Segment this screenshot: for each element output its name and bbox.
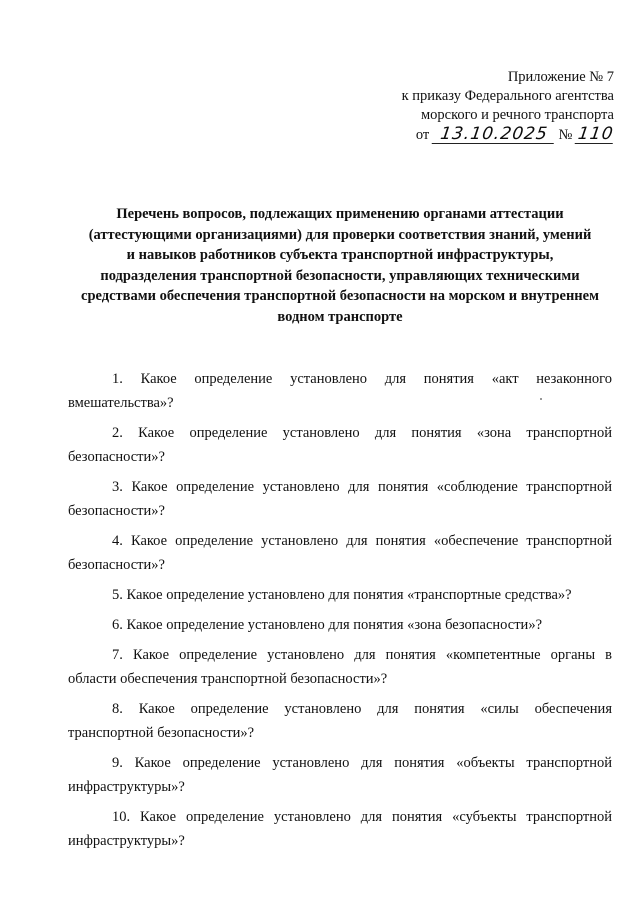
question-item: 9. Какое определение установлено для понятия «объекты транспортной инфраструктуры»?	[68, 755, 612, 795]
handwritten-number: 110	[576, 124, 615, 144]
question-item: 5. Какое определение установлено для понятия «транспортные средства»?	[112, 587, 572, 603]
question-item: 8. Какое определение установлено для понятия «силы обеспечения транспортной безопасности»?	[68, 701, 612, 741]
question-item: 6. Какое определение установлено для понятия «зона безопасности»?	[112, 617, 543, 633]
annex-number: Приложение № 7	[507, 69, 614, 85]
question-item: 4. Какое определение установлено для понятия «обеспечение транспортной безопасности»?	[68, 533, 612, 573]
scan-speck	[540, 398, 542, 400]
question-item: 10. Какое определение установлено для понятия «субъекты транспортной инфраструктуры»?	[68, 809, 612, 849]
title-line: средствами обеспечения транспортной безопасности на морском и внутреннем	[81, 288, 599, 304]
question-item: 2. Какое определение установлено для понятия «зона транспортной безопасности»?	[68, 425, 612, 465]
handwritten-date: 13.10.2025	[432, 125, 557, 144]
from-label: от	[415, 127, 430, 143]
annex-agency: морского и речного транспорта	[420, 107, 614, 123]
question-item: 1. Какое определение установлено для понятия «акт незаконного вмешательства»?	[68, 371, 612, 411]
annex-header	[354, 68, 614, 145]
number-label: №	[558, 127, 573, 143]
title-line: подразделения транспортной безопасности, управляющих техническими	[100, 267, 580, 284]
annex-date-row	[354, 125, 614, 145]
title-line: Перечень вопросов, подлежащих применению органами аттестации	[116, 206, 564, 222]
document-title	[68, 204, 612, 327]
title-line: и навыков работников субъекта транспортной инфраструктуры,	[126, 247, 554, 263]
question-item: 3. Какое определение установлено для понятия «соблюдение транспортной безопасности»?	[68, 479, 612, 519]
title-line: водном транспорте	[277, 308, 403, 325]
question-list	[68, 367, 612, 859]
question-item: 7. Какое определение установлено для понятия «компетентные органы в области обеспечения транспортной безопасности»?	[68, 647, 612, 687]
title-line: (аттестующими организациями) для проверки соответствия знаний, умений	[88, 226, 592, 243]
annex-order-ref: к приказу Федерального агентства	[401, 88, 614, 104]
